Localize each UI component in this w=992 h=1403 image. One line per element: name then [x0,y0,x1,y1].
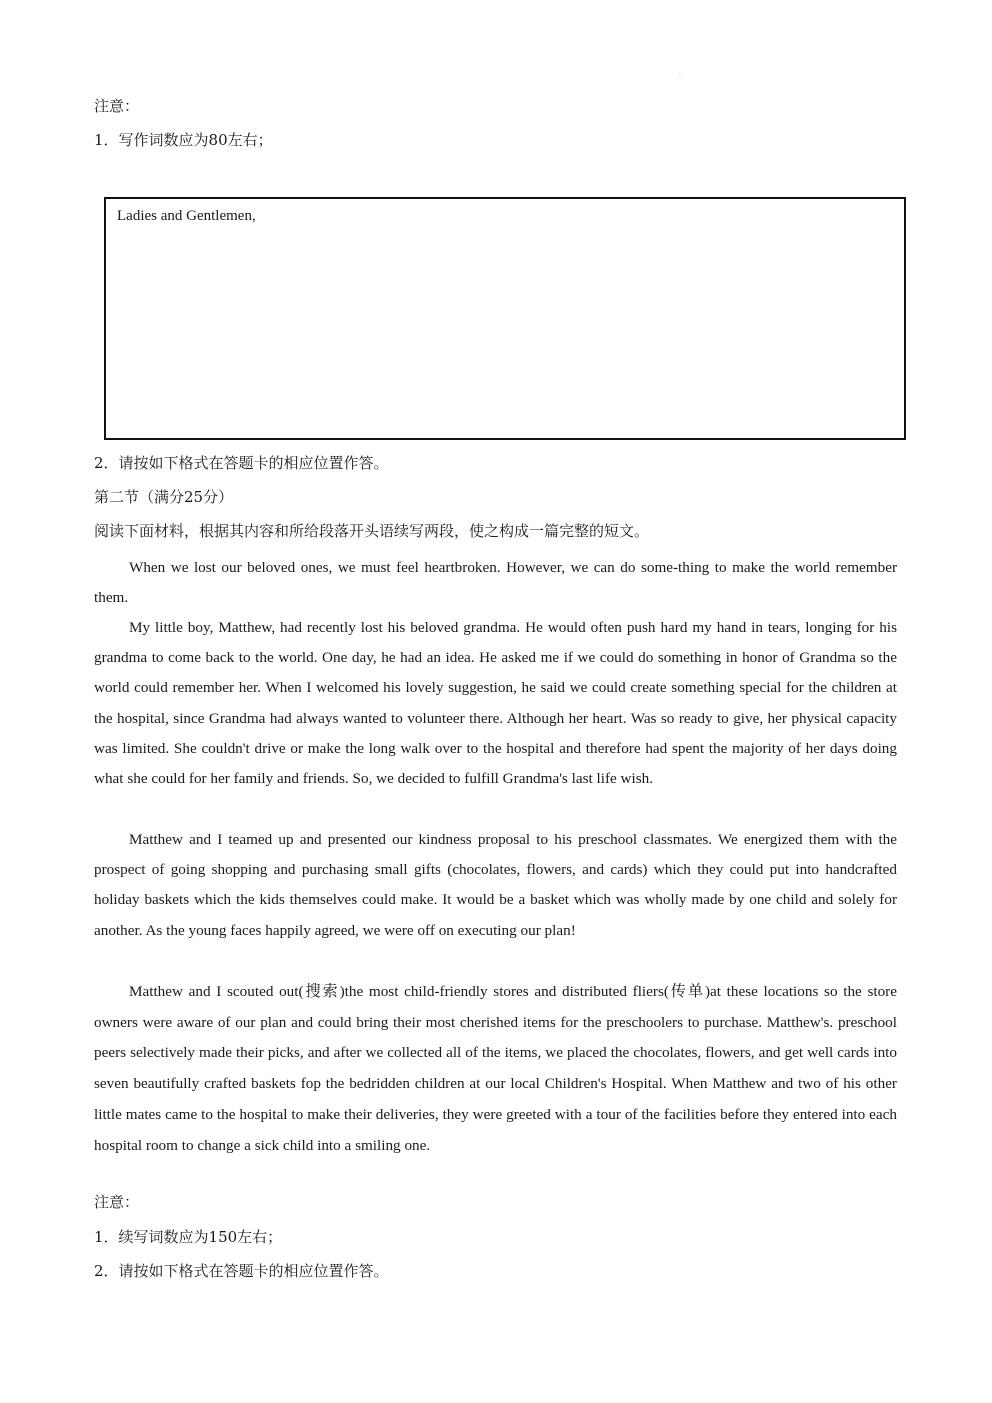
story-paragraph-4: Matthew and I scouted out(搜索)the most child-friendly stores and distributed fliers(传单)at these locations so the store owners were aware of our plan and could bring their most cherished items for the preschoolers to purchase. Matthew's. preschool peers selectively made their picks, and after we collected all of the items, we placed the chocolates, flowers, and get well cards into seven beautifully crafted baskets fop the bedridden children at our local Children's Hospital. When Matthew and two of his other little mates came to the hospital to make their deliveries, they were greeted with a tour of the facilities before they entered into each hospital room to change a sick child into a smiling one. [94,983,897,1154]
section-title: 第二节（满分25分） [94,488,234,506]
note-answer-format: 2．请按如下格式在答题卡的相应位置作答。 [94,454,389,472]
note-answer-format-bottom: 2．请按如下格式在答题卡的相应位置作答。 [94,1262,389,1280]
header-mark: . [679,70,681,77]
answer-box [104,197,906,440]
note-word-count: 1．写作词数应为80左右； [94,131,273,149]
story-paragraph-1: When we lost our beloved ones, we must feel heartbroken. However, we can do some-thing to make the world remember them. [94,559,897,606]
section-instruction: 阅读下面材料，根据其内容和所给段落开头语续写两段，使之构成一篇完整的短文。 [94,522,650,540]
answer-box-greeting: Ladies and Gentlemen, [117,208,256,224]
story-paragraph-2: My little boy, Matthew, had recently lost his beloved grandma. He would often push hard my hand in tears, longing for his grandma to come back to the world. One day, he had an idea. He asked me if we could do something in honor of Grandma so the world could remember her. When I welcomed his lovely suggestion, he said we could create something special for the children at the hospital, since Grandma had always wanted to volunteer there. Although her heart. Was so ready to give, her physical capacity was limited. She couldn't drive or make the long walk over to the hospital and therefore had spent the majority of her days doing what she could for her family and friends. So, we decided to fulfill Grandma's last life wish. [94,619,897,788]
story-paragraph-3: Matthew and I teamed up and presented our kindness proposal to his preschool classmates. We energized them with the prospect of going shopping and purchasing small gifts (chocolates, flowers, and cards) which they could put into handcrafted holiday baskets which the kids themselves could make. It would be a basket which was wholly made by one child and solely for another. As the young faces happily agreed, we were off on executing our plan! [94,831,897,939]
note-continuation-word-count: 1．续写词数应为150左右； [94,1228,283,1246]
notes-heading-bottom: 注意： [94,1193,140,1211]
notes-heading: 注意： [94,97,140,115]
